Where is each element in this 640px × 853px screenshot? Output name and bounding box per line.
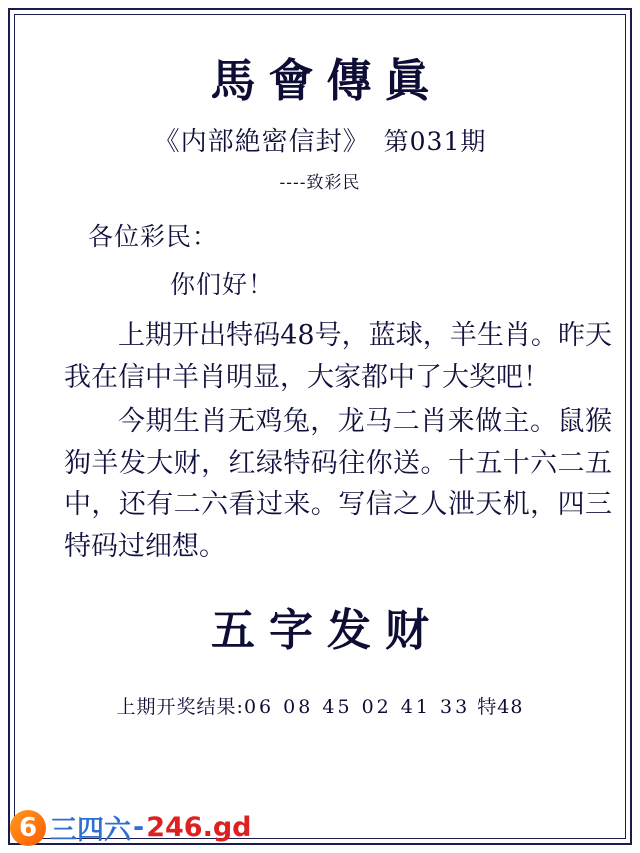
watermark-badge-icon: 6 bbox=[10, 810, 46, 846]
subtitle-row bbox=[22, 121, 618, 158]
result-special-number: 48 bbox=[497, 696, 524, 719]
page-title: 馬會傳眞 bbox=[210, 54, 443, 107]
body-text bbox=[22, 315, 618, 568]
watermark-domain: 246.gd bbox=[146, 812, 252, 843]
issue-number: 第031期 bbox=[383, 127, 487, 156]
result-numbers: 06 08 45 02 41 33 bbox=[243, 696, 471, 719]
watermark-dash: - bbox=[133, 812, 145, 843]
salutation: 各位彩民： bbox=[88, 222, 219, 251]
greeting: 你们好！ bbox=[170, 270, 275, 299]
result-special-label: 特 bbox=[477, 696, 498, 719]
document-content bbox=[22, 22, 618, 831]
dedication-line: ----致彩民 bbox=[279, 173, 361, 193]
slogan: 五字发财 bbox=[211, 605, 443, 657]
watermark-cn-text: 三四六 bbox=[50, 815, 131, 846]
paragraph-2: 今期生肖无鸡兔，龙马二肖来做主。鼠猴狗羊发大财，红绿特码往你送。十五十六二五中，还有二六看过来。写信之人泄天机，四三特码过细想。 bbox=[64, 405, 612, 563]
paragraph-1: 上期开出特码48号，蓝球，羊生肖。昨天我在信中羊肖明显，大家都中了大奖吧！ bbox=[64, 320, 612, 393]
watermark bbox=[10, 808, 252, 847]
subtitle-text: 《内部絶密信封》 bbox=[153, 127, 370, 157]
result-label: 上期开奖结果: bbox=[116, 696, 244, 719]
previous-result bbox=[22, 692, 618, 719]
